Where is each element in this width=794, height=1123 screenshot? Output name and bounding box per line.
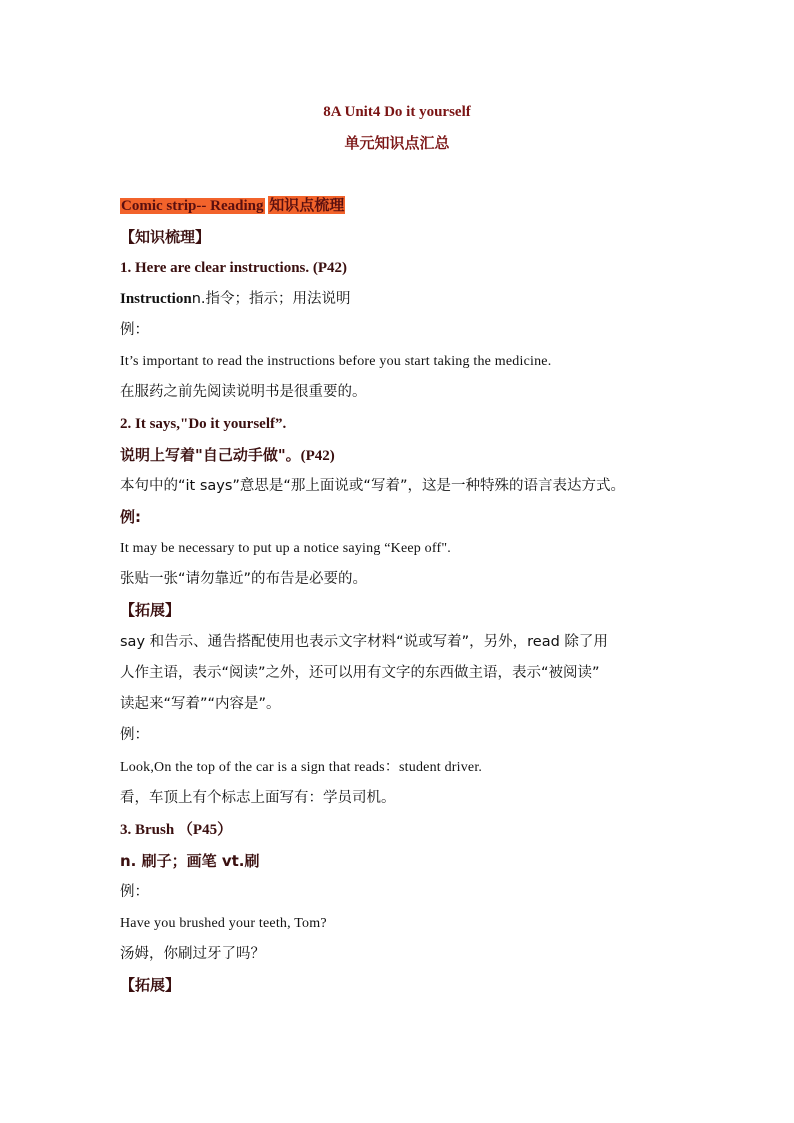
item3-example-cn: 汤姆，你刷过牙了吗？ bbox=[120, 946, 265, 962]
example-label: 例： bbox=[120, 322, 149, 338]
section-heading-chinese: 知识点梳理 bbox=[269, 196, 345, 214]
item2-translation-line bbox=[120, 444, 335, 467]
item3-definition: n. 刷子；画笔 vt.刷 bbox=[120, 852, 260, 870]
example-label-bold: 例: bbox=[120, 508, 141, 526]
item2-example-cn: 张贴一张“请勿靠近”的布告是必要的。 bbox=[120, 571, 368, 587]
section-heading bbox=[120, 194, 345, 217]
item2-page: (P42) bbox=[300, 448, 335, 464]
item3-example-en: Have you brushed your teeth, Tom? bbox=[120, 916, 327, 931]
item1-example-cn: 在服药之前先阅读说明书是很重要的。 bbox=[120, 384, 367, 400]
item1-example-en: It’s important to read the instructions before you start taking the medicine. bbox=[120, 354, 552, 369]
document-subtitle: 单元知识点汇总 bbox=[344, 134, 450, 152]
expand-heading: 【拓展】 bbox=[120, 601, 181, 619]
expand-line-1: say 和告示、通告搭配使用也表示文字材料“说或写着”，另外，read 除了用 bbox=[120, 634, 608, 650]
item2-heading: 2. It says,"Do it yourself”. bbox=[120, 416, 287, 432]
item1-word: Instruction bbox=[120, 291, 192, 307]
item2-example-en: It may be necessary to put up a notice saying “Keep off". bbox=[120, 541, 451, 556]
item2-note: 本句中的“it says”意思是“那上面说或“写着”，这是一种特殊的语言表达方式。 bbox=[120, 478, 625, 494]
item3-heading: 3. Brush （P45） bbox=[120, 822, 233, 838]
expand-example-label: 例： bbox=[120, 727, 149, 743]
item1-def: n.指令；指示；用法说明 bbox=[191, 291, 351, 307]
knowledge-heading: 【知识梳理】 bbox=[120, 228, 211, 246]
section-heading-english: Comic strip-- Reading bbox=[121, 198, 264, 214]
expand-line-2: 人作主语，表示“阅读”之外，还可以用有文字的东西做主语，表示“被阅读” bbox=[120, 665, 600, 681]
item3-expand-heading: 【拓展】 bbox=[120, 976, 181, 994]
item1-heading: 1. Here are clear instructions. (P42) bbox=[120, 260, 348, 276]
item1-definition bbox=[120, 288, 351, 310]
document-title: 8A Unit4 Do it yourself bbox=[323, 104, 471, 120]
expand-line-3: 读起来“写着”“内容是”。 bbox=[120, 696, 281, 712]
item2-translation: 说明上写着"自己动手做"。 bbox=[120, 446, 301, 464]
expand-example-cn: 看，车顶上有个标志上面写有：学员司机。 bbox=[120, 790, 396, 806]
expand-example-en: Look,On the top of the car is a sign that reads：student driver. bbox=[120, 760, 483, 775]
item3-example-label: 例： bbox=[120, 884, 149, 900]
